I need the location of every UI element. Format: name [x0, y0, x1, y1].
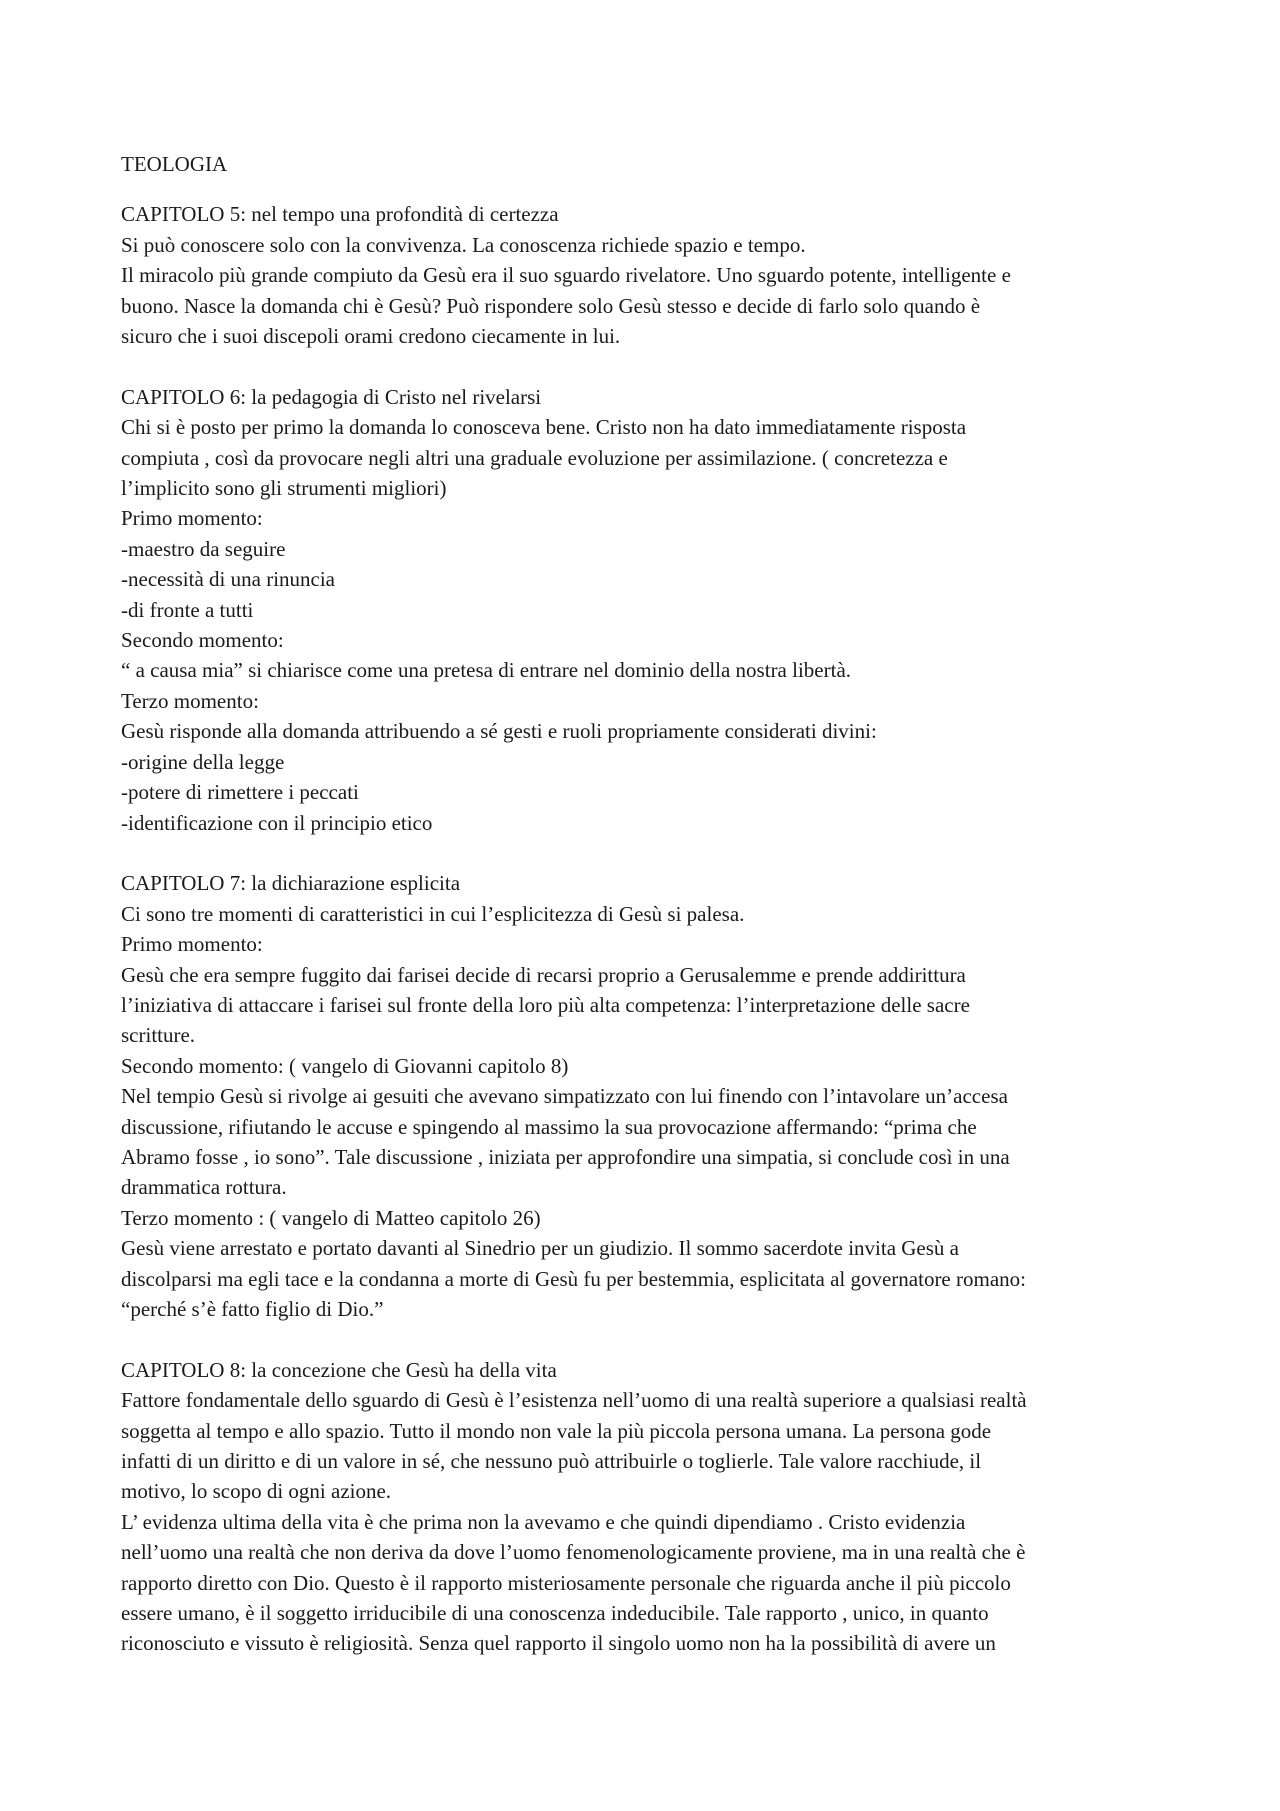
text-line: -potere di rimettere i peccati [121, 780, 359, 805]
text-line: Primo momento: [121, 932, 263, 957]
text-line: motivo, lo scopo di ogni azione. [121, 1479, 392, 1504]
text-line: essere umano, è il soggetto irriducibile di una conoscenza indeducibile. Tale rapporto , unico, in quanto [121, 1601, 989, 1626]
text-line: nell’uomo una realtà che non deriva da dove l’uomo fenomenologicamente proviene, ma in una realtà che è [121, 1540, 1026, 1565]
text-line: Terzo momento: [121, 688, 259, 713]
text-line: compiuta , così da provocare negli altri una graduale evoluzione per assimilazione. ( concretezza e [121, 445, 948, 470]
text-line: rapporto diretto con Dio. Questo è il rapporto misteriosamente personale che riguarda anche il più piccolo [121, 1570, 1011, 1595]
text-line: Si può conoscere solo con la convivenza. La conoscenza richiede spazio e tempo. [121, 232, 806, 257]
text-line: Fattore fondamentale dello sguardo di Gesù è l’esistenza nell’uomo di una realtà superiore a qualsiasi realtà [121, 1388, 1027, 1413]
text-line: drammatica rottura. [121, 1175, 287, 1200]
text-line: discussione, rifiutando le accuse e spingendo al massimo la sua provocazione affermando: “prima che [121, 1114, 977, 1139]
text-line: sicuro che i suoi discepoli orami credono ciecamente in lui. [121, 324, 621, 349]
text-line: riconosciuto e vissuto è religiosità. Senza quel rapporto il singolo uomo non ha la possibilità di avere un [121, 1631, 996, 1656]
text-line: -identificazione con il principio etico [121, 810, 433, 835]
text-line: l’iniziativa di attaccare i farisei sul fronte della loro più alta competenza: l’interpretazione delle sacre [121, 992, 970, 1017]
text-line: Gesù viene arrestato e portato davanti al Sinedrio per un giudizio. Il sommo sacerdote invita Gesù a [121, 1236, 960, 1261]
chapter-heading: CAPITOLO 7: la dichiarazione esplicita [121, 871, 461, 896]
document-title: TEOLOGIA [121, 152, 228, 176]
chapter-section [121, 199, 1156, 351]
text-line: soggetta al tempo e allo spazio. Tutto il mondo non vale la più piccola persona umana. La persona gode [121, 1418, 992, 1443]
text-line: -origine della legge [121, 749, 285, 774]
text-line: Gesù che era sempre fuggito dai farisei decide di recarsi proprio a Gerusalemme e prende addirittura [121, 962, 966, 987]
text-line: -maestro da seguire [121, 536, 286, 561]
text-line: Gesù risponde alla domanda attribuendo a sé gesti e ruoli propriamente considerati divini: [121, 719, 877, 744]
chapter-section [121, 868, 1156, 1324]
text-line: l’implicito sono gli strumenti migliori) [121, 476, 447, 501]
text-line: “perché s’è fatto figlio di Dio.” [121, 1297, 384, 1321]
text-line: scritture. [121, 1023, 196, 1048]
text-line: -necessità di una rinuncia [121, 567, 335, 592]
chapter-heading: CAPITOLO 5: nel tempo una profondità di certezza [121, 202, 559, 227]
chapter-section [121, 382, 1156, 838]
text-line: Secondo momento: [121, 628, 284, 653]
chapter-heading: CAPITOLO 8: la concezione che Gesù ha della vita [121, 1357, 557, 1382]
text-line: Terzo momento : ( vangelo di Matteo capitolo 26) [121, 1205, 541, 1230]
text-line: infatti di un diritto e di un valore in sé, che nessuno può attribuirle o toglierle. Tale valore racchiude, il [121, 1449, 982, 1474]
chapter-heading: CAPITOLO 6: la pedagogia di Cristo nel rivelarsi [121, 384, 542, 409]
text-line: “ a causa mia” si chiarisce come una pretesa di entrare nel dominio della nostra libertà. [121, 658, 852, 683]
text-line: Chi si è posto per primo la domanda lo conosceva bene. Cristo non ha dato immediatamente risposta [121, 415, 967, 440]
text-line: Primo momento: [121, 506, 263, 531]
text-line: -di fronte a tutti [121, 597, 254, 622]
text-line: Il miracolo più grande compiuto da Gesù era il suo sguardo rivelatore. Uno sguardo potente, intelligente e [121, 263, 1011, 288]
text-line: Secondo momento: ( vangelo di Giovanni capitolo 8) [121, 1053, 569, 1078]
text-line: discolparsi ma egli tace e la condanna a morte di Gesù fu per bestemmia, esplicitata al governatore romano: [121, 1266, 1026, 1291]
text-line: Ci sono tre momenti di caratteristici in cui l’esplicitezza di Gesù si palesa. [121, 901, 745, 926]
chapter-list [121, 199, 1156, 1658]
chapter-section [121, 1355, 1156, 1659]
document-body [121, 149, 1156, 1659]
text-line: Abramo fosse , io sono”. Tale discussione , iniziata per approfondire una simpatia, si conclude così in una [121, 1144, 1010, 1169]
text-line: Nel tempio Gesù si rivolge ai gesuiti che avevano simpatizzato con lui finendo con l’intavolare un’accesa [121, 1084, 1008, 1109]
text-line: L’ evidenza ultima della vita è che prima non la avevamo e che quindi dipendiamo . Cristo evidenzia [121, 1509, 966, 1534]
text-line: buono. Nasce la domanda chi è Gesù? Può rispondere solo Gesù stesso e decide di farlo solo quando è [121, 293, 981, 318]
